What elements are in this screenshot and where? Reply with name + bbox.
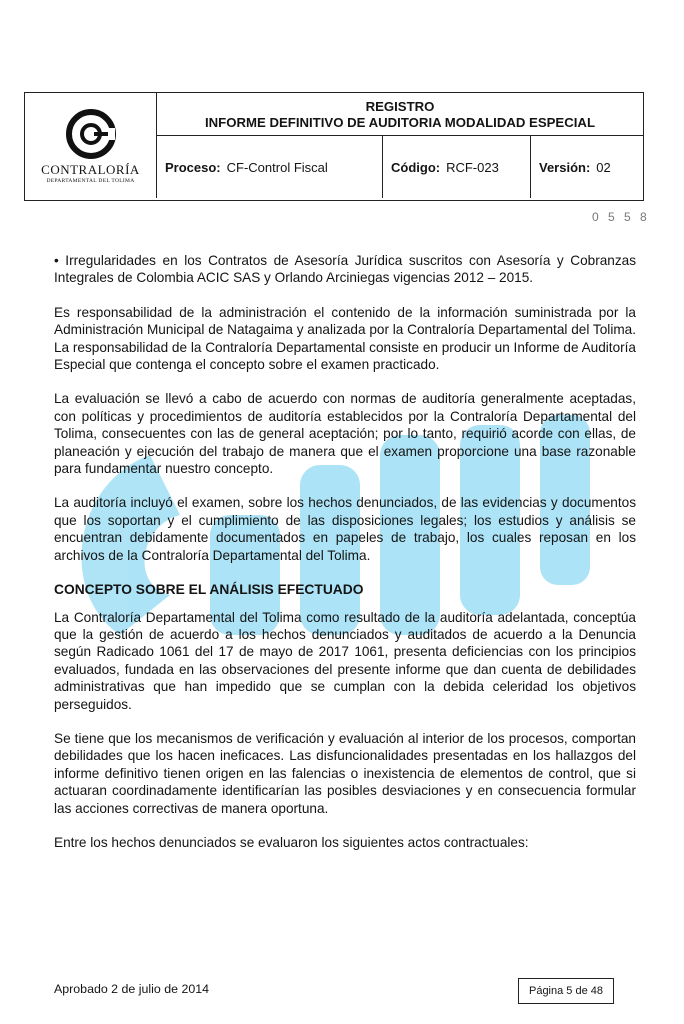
document-body bbox=[54, 252, 636, 868]
version-value: 02 bbox=[596, 159, 611, 175]
document-title bbox=[157, 93, 643, 136]
paragraph-irregularidades: • Irregularidades en los Contratos de Asesoría Jurídica suscritos con Asesoría y Cobranzas Integrales de Colombia ACIC SAS y Orlando Arciniegas vigencias 2012 – 2015. bbox=[54, 253, 636, 286]
version-label: Versión: bbox=[539, 159, 591, 175]
title-line-2: INFORME DEFINITIVO DE AUDITORIA MODALIDAD ESPECIAL bbox=[204, 115, 595, 130]
paragraph-auditoria: La auditoría incluyó el examen, sobre los hechos denunciados, de las evidencias y documentos que los soportan y el cumplimiento de las disposiciones legales; los estudios y análisis se encuentran debidamente documentados en papeles de trabajo, los cuales reposan en los archivos de la Contraloría Departamental del Tolima. bbox=[54, 495, 636, 563]
folio-stamp: 0 5 5 8 bbox=[592, 210, 650, 224]
logo-name: CONTRALORÍA bbox=[41, 161, 140, 177]
page-number: Página 5 de 48 bbox=[518, 978, 614, 1004]
paragraph-mecanismos: Se tiene que los mecanismos de verificación y evaluación al interior de los procesos, comportan debilidades que los hacen ineficaces. Las disfuncionalidades presentadas en los hallazgos del informe definitivo tienen origen en las falencias o inexistencia de elementos de control, que si actuaran coordinadamente identificarían las posibles desviaciones y en consecuencia formular las acciones correctivas de manera oportuna. bbox=[54, 730, 636, 816]
version-cell bbox=[531, 136, 643, 198]
logo-subtitle: DEPARTAMENTAL DEL TOLIMA bbox=[46, 177, 135, 184]
paragraph-responsabilidad: Es responsabilidad de la administración el contenido de la información suministrada por la Administración Municipal de Natagaima y analizada por la Contraloría Departamental del Tolima. La responsabilidad de la Contraloría Departamental consiste en producir un Informe de Auditoría Especial que contenga el concepto sobre el examen practicado. bbox=[54, 304, 636, 373]
codigo-label: Código: bbox=[391, 159, 441, 175]
contraloria-logo-icon bbox=[65, 108, 117, 160]
proceso-value: CF-Control Fiscal bbox=[226, 159, 328, 175]
codigo-cell bbox=[383, 136, 531, 198]
codigo-value: RCF-023 bbox=[446, 159, 499, 175]
section-heading: CONCEPTO SOBRE EL ANÁLISIS EFECTUADO bbox=[54, 582, 364, 598]
proceso-cell bbox=[157, 136, 383, 198]
logo bbox=[25, 93, 157, 198]
paragraph-concepto: La Contraloría Departamental del Tolima como resultado de la auditoría adelantada, conceptúa que la gestión de acuerdo a los hechos denunciados y auditados de acuerdo a la Denuncia según Radicado 1061 del 17 de mayo de 2017 1061, presenta deficiencias con los principios evaluados, fundada en las observaciones del presente informe que dan cuenta de debilidades administrativas que han impedido que se cumplan con la debida celeridad los objetivos perseguidos. bbox=[54, 609, 636, 712]
proceso-label: Proceso: bbox=[165, 159, 221, 175]
paragraph-hechos: Entre los hechos denunciados se evaluaron los siguientes actos contractuales: bbox=[54, 834, 529, 850]
title-line-1: REGISTRO bbox=[365, 99, 435, 114]
paragraph-evaluacion: La evaluación se llevó a cabo de acuerdo con normas de auditoría generalmente aceptadas, con políticas y procedimientos de auditoría establecidos por la Contraloría Departamental del Tolima, consecuentes con las de general aceptación; por lo tanto, requirió acorde con ellas, de planeación y ejecución del trabajo de manera que el examen proporcione una base razonable para fundamentar nuestro concepto. bbox=[54, 391, 636, 477]
approval-date: Aprobado 2 de julio de 2014 bbox=[54, 982, 210, 996]
document-header bbox=[24, 92, 644, 201]
